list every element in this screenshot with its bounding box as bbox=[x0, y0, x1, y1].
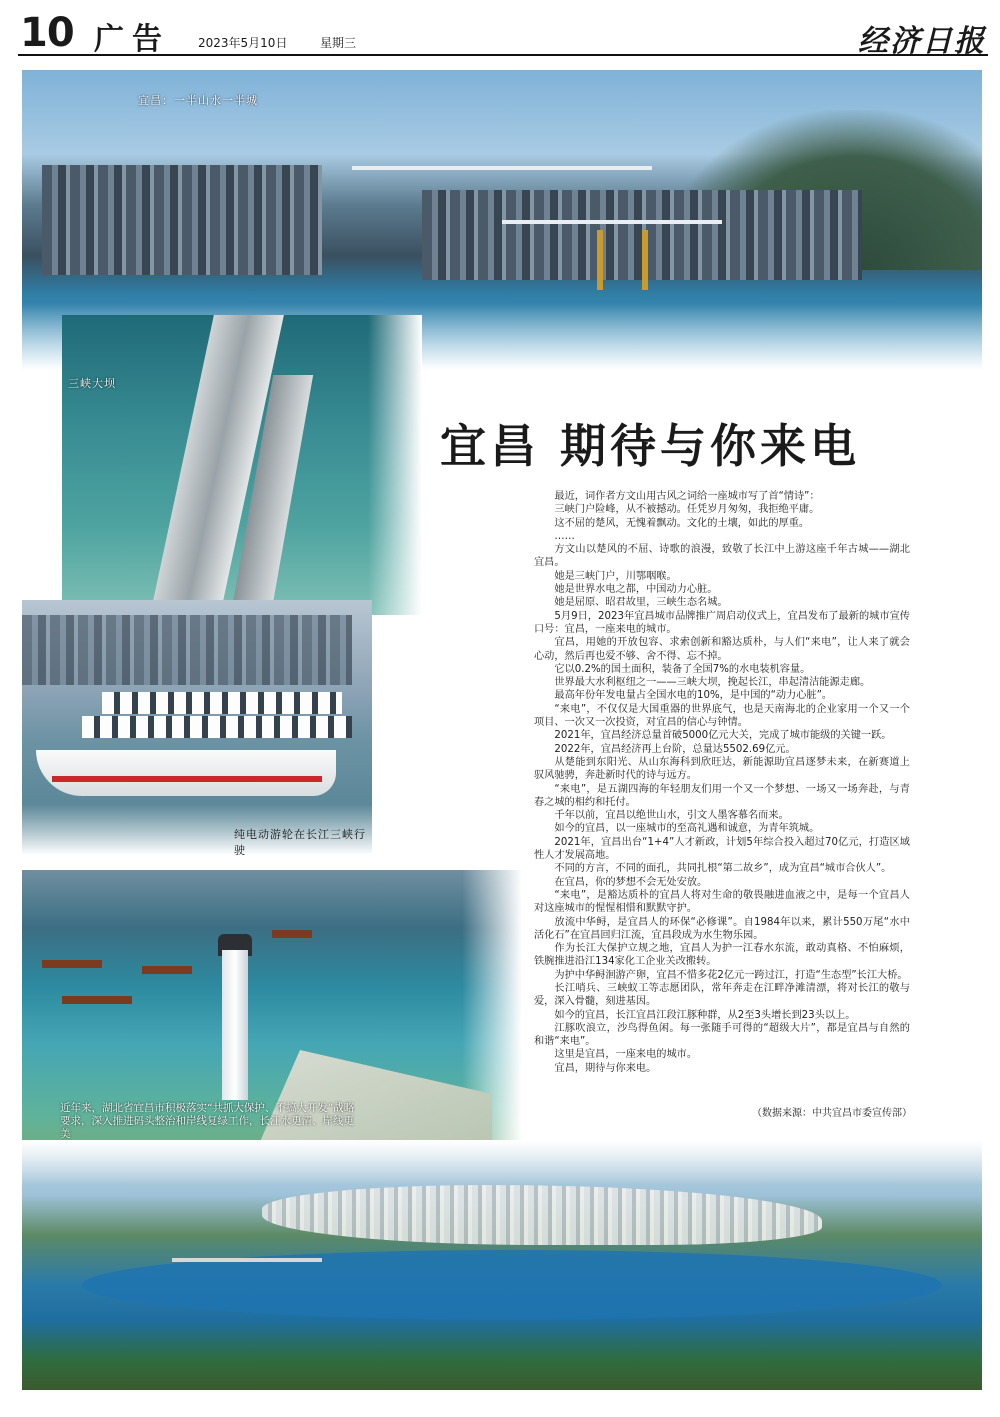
cargo-barge bbox=[272, 930, 312, 938]
paragraph: 不同的方言，不同的面孔，共同扎根“第二故乡”，成为宜昌“城市合伙人”。 bbox=[554, 863, 892, 875]
paragraph: 这里是宜昌，一座来电的城市。 bbox=[554, 1049, 698, 1061]
riverbank-photo bbox=[22, 870, 522, 1160]
paragraph: 这不屈的楚风，无愧着飘动。文化的土壤，如此的厚重。 bbox=[554, 517, 810, 529]
paragraph: 她是屈原、昭君故里，三峡生态名城。 bbox=[554, 597, 728, 609]
paragraph: 5月9日，2023年宜昌城市品牌推广周启动仪式上，宜昌发布了最新的城市宣传口号：宜昌，一座来电的城市。 bbox=[534, 610, 910, 635]
dam-photo bbox=[62, 315, 422, 615]
cargo-barge bbox=[142, 966, 192, 974]
bridge-lower bbox=[172, 1258, 322, 1262]
cargo-barge bbox=[42, 960, 102, 968]
cruise-ship-photo bbox=[22, 600, 372, 855]
caption-river: 近年来，湖北省宜昌市积极落实“共抓大保护、不搞大开发”战略要求，深入推进码头整治和岸线复绿工作，长江水更清、岸线更美 bbox=[60, 1102, 355, 1140]
paragraph: 宜昌，用她的开放包容、求索创新和豁达质朴，与人们“来电”，让人来了就会心动，然后再也爱不够、舍不得、忘不掉。 bbox=[534, 637, 910, 662]
bridge-tower bbox=[642, 230, 648, 290]
cargo-barge bbox=[62, 996, 132, 1004]
paragraph: 最近，词作者方文山用古风之词给一座城市写了首“情诗”： bbox=[554, 491, 820, 502]
paragraph: 千年以前，宜昌以绝世山水，引文人墨客慕名而来。 bbox=[554, 810, 789, 822]
bridge-middle bbox=[502, 220, 722, 224]
lighthouse bbox=[222, 950, 248, 1100]
paragraph: “来电”，不仅仅是大国重器的世界底气，也是天南海北的企业家用一个又一个项目、一次又一次投资，对宜昌的信心与钟情。 bbox=[534, 703, 910, 729]
issue-weekday: 星期三 bbox=[320, 36, 357, 50]
paragraph: 最高年份年发电量占全国水电的10%，是中国的“动力心脏”。 bbox=[554, 690, 833, 702]
article-body bbox=[534, 490, 910, 1075]
issue-date: 2023年5月10日 bbox=[198, 36, 288, 50]
ship-upper-deck bbox=[102, 692, 342, 714]
city-peninsula bbox=[262, 1185, 822, 1245]
paragraph: 三峡门户险峰，从不被撼动。任凭岁月匆匆，我拒绝平庸。 bbox=[554, 504, 820, 516]
paragraph: 作为长江大保护立规之地，宜昌人为护一江春水东流，敢动真格、不怕麻烦，铁腕推进沿江134家化工企业关改搬转。 bbox=[534, 943, 910, 968]
paragraph: 2021年，宜昌经济总量首破5000亿元大关，完成了城市能级的关键一跃。 bbox=[554, 730, 892, 742]
paragraph: “来电”，是豁达质朴的宜昌人将对生命的敬畏融进血液之中，是每一个宜昌人对这座城市的惺惺相惜和默默守护。 bbox=[534, 889, 910, 915]
caption-ship: 纯电动游轮在长江三峡行驶 bbox=[234, 828, 366, 855]
paragraph: 从楚能到东阳光、从山东海科到欣旺达，新能源助宜昌逐梦未来，在新赛道上驭风驰骋，奔赴新时代的诗与远方。 bbox=[534, 756, 910, 782]
paragraph: 为护中华鲟洄游产卵，宜昌不惜多花2亿元一跨过江，打造“生态型”长江大桥。 bbox=[554, 969, 908, 981]
paragraph: 放流中华鲟，是宜昌人的环保“必修课”。自1984年以来，累计550万尾“水中活化石”在宜昌回归江流，宜昌段成为水生物乐园。 bbox=[534, 916, 910, 941]
aerial-city-photo bbox=[22, 1140, 982, 1390]
paragraph: 她是三峡门户，川鄂咽喉。 bbox=[554, 570, 677, 582]
paragraph: 如今的宜昌，长江宜昌江段江豚种群，从2至3头增长到23头以上。 bbox=[554, 1009, 856, 1021]
caption-dam: 三峡大坝 bbox=[68, 377, 116, 390]
paragraph: 在宜昌，你的梦想不会无处安放。 bbox=[554, 876, 708, 888]
paragraph: 它以0.2%的国土面积，装备了全国7%的水电装机容量。 bbox=[554, 663, 811, 675]
skyline-buildings-left bbox=[42, 165, 322, 275]
paragraph: 如今的宜昌，以一座城市的至高礼遇和诚意，为青年筑城。 bbox=[554, 823, 820, 835]
paragraph: 2022年，宜昌经济再上台阶，总量达5502.69亿元。 bbox=[554, 743, 796, 755]
riverside-buildings bbox=[22, 615, 352, 685]
newspaper-masthead: 经济日报 bbox=[858, 24, 986, 59]
bridge-tower bbox=[597, 230, 603, 290]
ship-stripe bbox=[52, 776, 322, 782]
ship-middle-deck bbox=[82, 716, 352, 738]
paragraph: 她是世界水电之都，中国动力心脏。 bbox=[554, 584, 718, 596]
paragraph: 2021年，宜昌出台“1+4”人才新政，计划5年综合投入超过70亿元，打造区域性人才发展高地。 bbox=[534, 836, 910, 862]
bridge-upper bbox=[352, 166, 652, 170]
paragraph: …… bbox=[554, 530, 575, 542]
paragraph: 宜昌，期待与你来电。 bbox=[554, 1062, 657, 1074]
paragraph: 长江哨兵、三峡蚁工等志愿团队，常年奔走在江畔净滩清漂，将对长江的敬与爱，深入骨髓，刻进基因。 bbox=[534, 982, 910, 1008]
data-source-note: （数据来源：中共宜昌市委宣传部） bbox=[752, 1108, 912, 1119]
ship-hull bbox=[36, 750, 336, 796]
page-number: 10 bbox=[20, 10, 74, 56]
paragraph: 江豚吹浪立，沙鸟得鱼闲。每一张随手可得的“超级大片”，都是宜昌与自然的和谐“来电”。 bbox=[534, 1022, 910, 1048]
page-header bbox=[18, 10, 988, 59]
paragraph: 方文山以楚风的不屈、诗歌的浪漫，致敬了长江中上游这座千年古城——湖北宜昌。 bbox=[534, 544, 910, 569]
paragraph: “来电”，是五湖四海的年轻朋友们用一个又一个梦想、一场又一场奔赴，与青春之城的相约和托付。 bbox=[534, 783, 910, 808]
section-name: 广告 bbox=[94, 22, 170, 57]
paragraph: 世界最大水利枢纽之一——三峡大坝，挽起长江，串起清洁能源走廊。 bbox=[554, 677, 871, 689]
article-headline: 宜昌 期待与你来电 bbox=[440, 419, 861, 473]
caption-top: 宜昌：一半山水一半城 bbox=[138, 94, 258, 107]
